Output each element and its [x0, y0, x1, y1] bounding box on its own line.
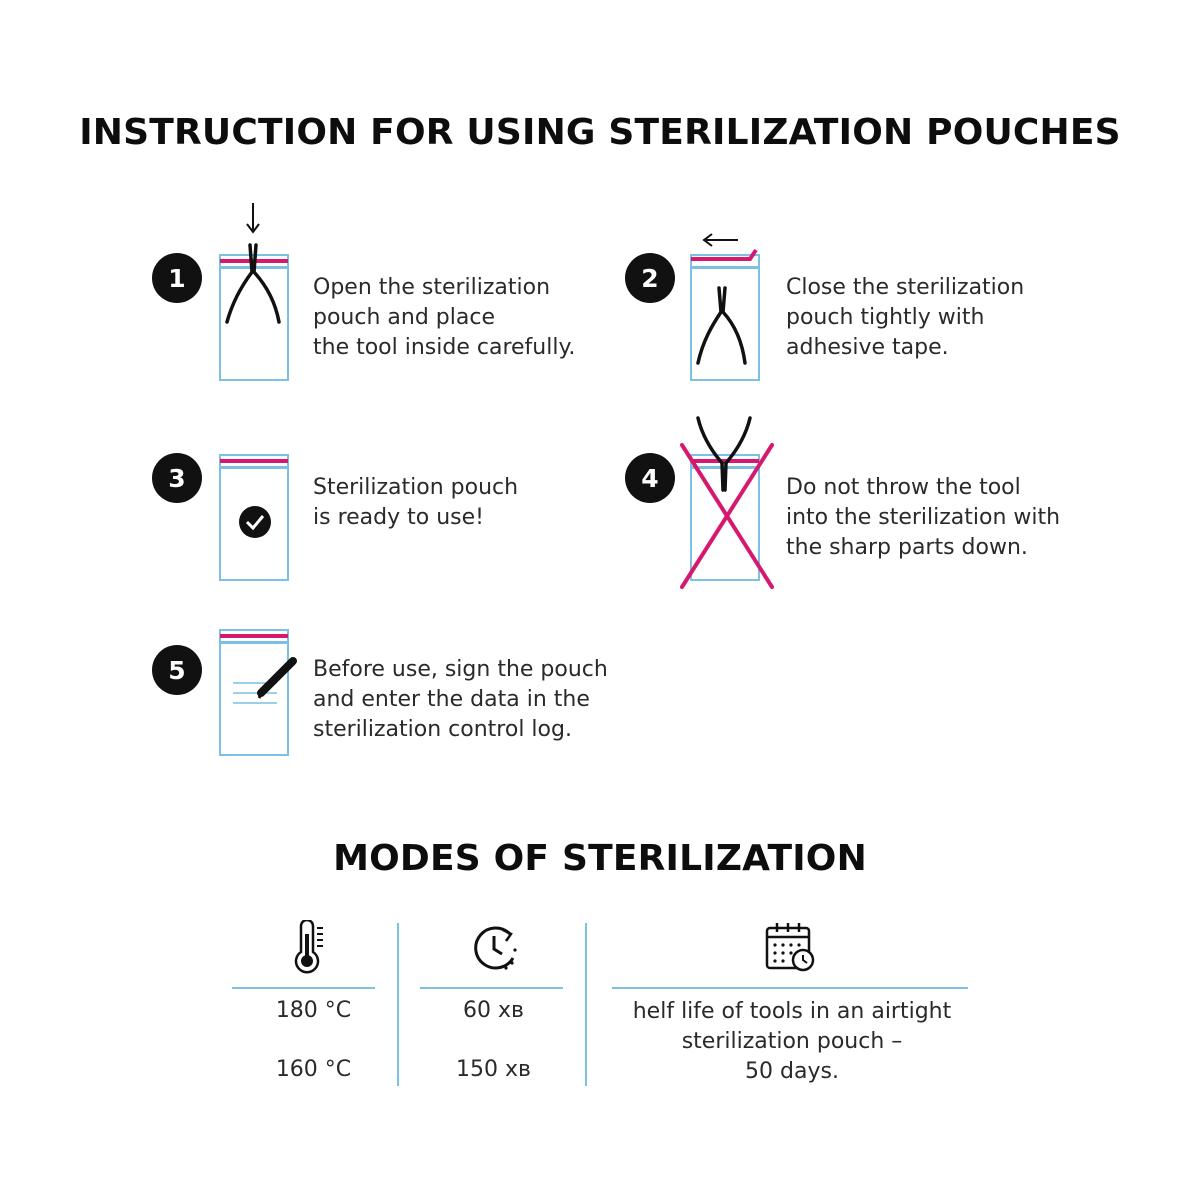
step-1-number: 1: [152, 253, 202, 303]
temperature-divider: [232, 987, 375, 989]
step-4-pouch-illustration: [676, 415, 776, 593]
step-1-text: Open the sterilization pouch and place the tool inside carefully.: [313, 275, 576, 360]
clock-icon: [468, 922, 524, 974]
step-5-pouch-illustration: [215, 625, 310, 760]
temperature-value-2: 160 °C: [275, 1057, 352, 1082]
column-separator-2: [585, 923, 587, 1086]
time-value-2: 150 хв: [456, 1057, 531, 1082]
modes-title: MODES OF STERILIZATION: [333, 838, 867, 879]
step-4-text: Do not throw the tool into the sterilization with the sharp parts down.: [786, 475, 1061, 560]
time-divider: [420, 987, 563, 989]
shelf-life-text: helf life of tools in an airtight sterilization pouch – 50 days.: [632, 999, 952, 1084]
thermometer-icon: [290, 920, 330, 976]
step-5-number: 5: [152, 645, 202, 695]
step-3-text: Sterilization pouch is ready to use!: [313, 475, 519, 530]
page-title: INSTRUCTION FOR USING STERILIZATION POUCHES: [79, 112, 1121, 153]
step-2-pouch-illustration: [686, 228, 766, 388]
step-3-number: 3: [152, 453, 202, 503]
shelf-life-divider: [612, 987, 968, 989]
step-2-number: 2: [625, 253, 675, 303]
column-separator-1: [397, 923, 399, 1086]
step-5-text: Before use, sign the pouch and enter the data in the sterilization control log.: [313, 657, 608, 742]
calendar-icon: [763, 920, 819, 974]
step-3-pouch-illustration: [215, 450, 295, 585]
step-2-text: Close the sterilization pouch tightly with adhesive tape.: [786, 275, 1025, 360]
nippers-icon: [227, 245, 279, 322]
checkmark-icon: [239, 506, 271, 538]
temperature-value-1: 180 °C: [275, 998, 352, 1023]
time-value-1: 60 хв: [463, 998, 524, 1023]
step-1-pouch-illustration: [215, 200, 295, 385]
nippers-icon: [698, 288, 745, 363]
step-4-number: 4: [625, 453, 675, 503]
